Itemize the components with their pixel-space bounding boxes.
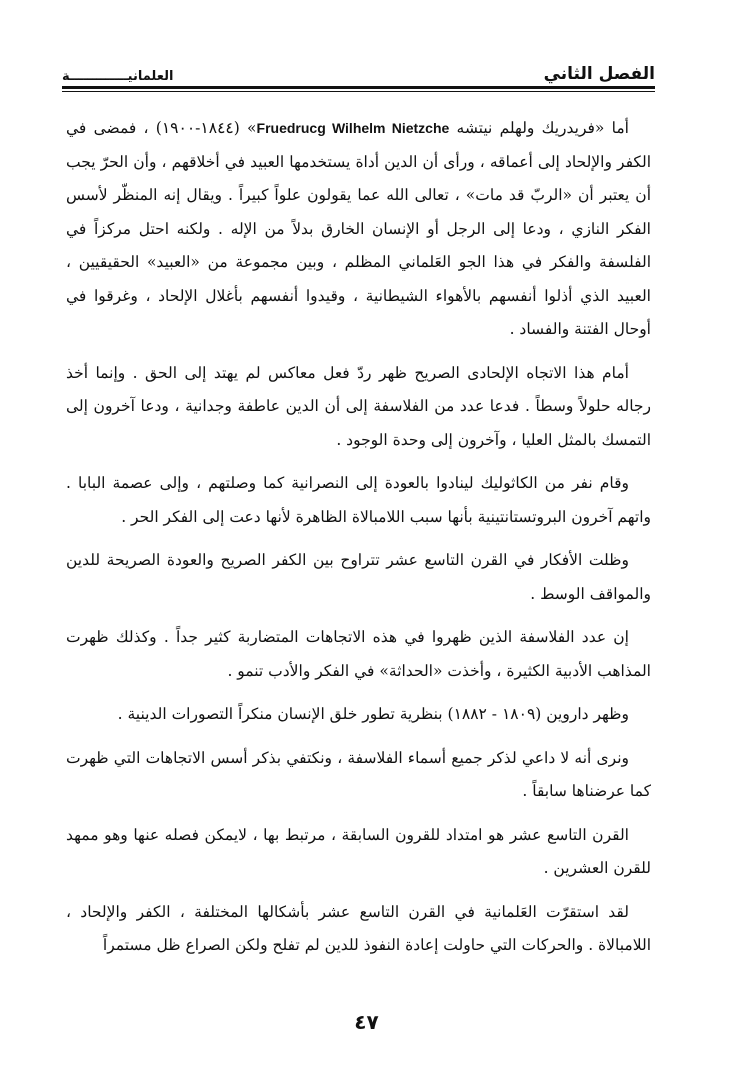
paragraph-text-pre: أما «فريدريك ولهلم نيتشه	[456, 119, 629, 137]
chapter-title: الفصل الثاني	[543, 64, 655, 84]
header-rule-thin	[62, 91, 655, 92]
paragraph: وقام نفر من الكاثوليك لينادوا بالعودة إلى النصرانية كما وصلتهم ، وإلى عصمة البابا . واتهم آخرون البروتستانتينية بأنها سبب اللامبالاة الظاهرة لأنها دعت إلى الفكر الحر .	[66, 474, 651, 526]
paragraph-text-post: » (١٨٤٤-١٩٠٠) ، فمضى في الكفر والإلحاد إلى أعماقه ، ورأى أن الدين أداة يستخدمها العبيد في أخلاقهم ، وأن الحرّ يجب أن يعتبر أن «الربّ قد مات» ، تعالى الله عما يقولون علواً كبيراً . ويقال إنه المنظّر لأسس الفكر النازي ، ودعا إلى الرجل أو الإنسان الخارق بدلاً من الإله . ولكنه احتل مركزاً في الفلسفة والفكر في هذا الجو العَلماني المظلم ، وبين مجموعة من «العبيد» الحقيقيين ، العبيد الذي أذلوا أنفسهم بالأهواء الشيطانية ، وقيدوا أنفسهم بأغلال الإلحاد ، وغرقوا في أوحال الفتنة والفساد .	[66, 119, 651, 338]
section-title: العلمانيـــــــــــــة	[62, 69, 174, 84]
page-number: ٤٧	[354, 1010, 379, 1034]
paragraph: ونرى أنه لا داعي لذكر جميع أسماء الفلاسفة ، ونكتفي بذكر أسس الاتجاهات التي ظهرت كما عرضناها سابقاً .	[66, 748, 651, 800]
paragraph: لقد استقرّت العَلمانية في القرن التاسع عشر بأشكالها المختلفة ، الكفر والإلحاد ، اللامبالاة . والحركات التي حاولت إعادة النفوذ للدين لم تفلح ولكن الصراع ظل مستمراً	[66, 902, 651, 954]
paragraph: أمام هذا الاتجاه الإلحادى الصريح ظهر ردّ فعل معاكس لم يهتد إلى الحق . وإنما أخذ رجاله حلولاً وسطاً . فدعا عدد من الفلاسفة إلى أن الدين عاطفة وجدانية ، ودعا آخرون إلى التمسك بالمثل العليا ، وآخرون إلى وحدة الوجود .	[66, 363, 651, 449]
paragraph: وظهر داروين (١٨٠٩ - ١٨٨٢) بنظرية تطور خلق الإنسان منكراً التصورات الدينية .	[117, 705, 629, 723]
header-rule-thick	[62, 86, 655, 89]
paragraph: القرن التاسع عشر هو امتداد للقرون السابقة ، مرتبط بها ، لايمكن فصله عنها وهو ممهد للقرن العشرين .	[66, 825, 651, 877]
latin-name: Fruedrucg Wilhelm Nietzche	[256, 120, 450, 136]
body-text	[66, 112, 651, 973]
paragraph-nietzsche	[66, 112, 651, 347]
running-header	[62, 50, 655, 84]
paragraph: إن عدد الفلاسفة الذين ظهروا في هذه الاتجاهات المتضاربة كثير جداً . وكذلك ظهرت المذاهب الأدبية الكثيرة ، وأخذت «الحداثة» في الفكر والأدب تنمو .	[66, 628, 651, 680]
paragraph: وظلت الأفكار في القرن التاسع عشر تتراوح بين الكفر الصريح والعودة الصريحة للدين والمواقف الوسط .	[66, 551, 651, 603]
